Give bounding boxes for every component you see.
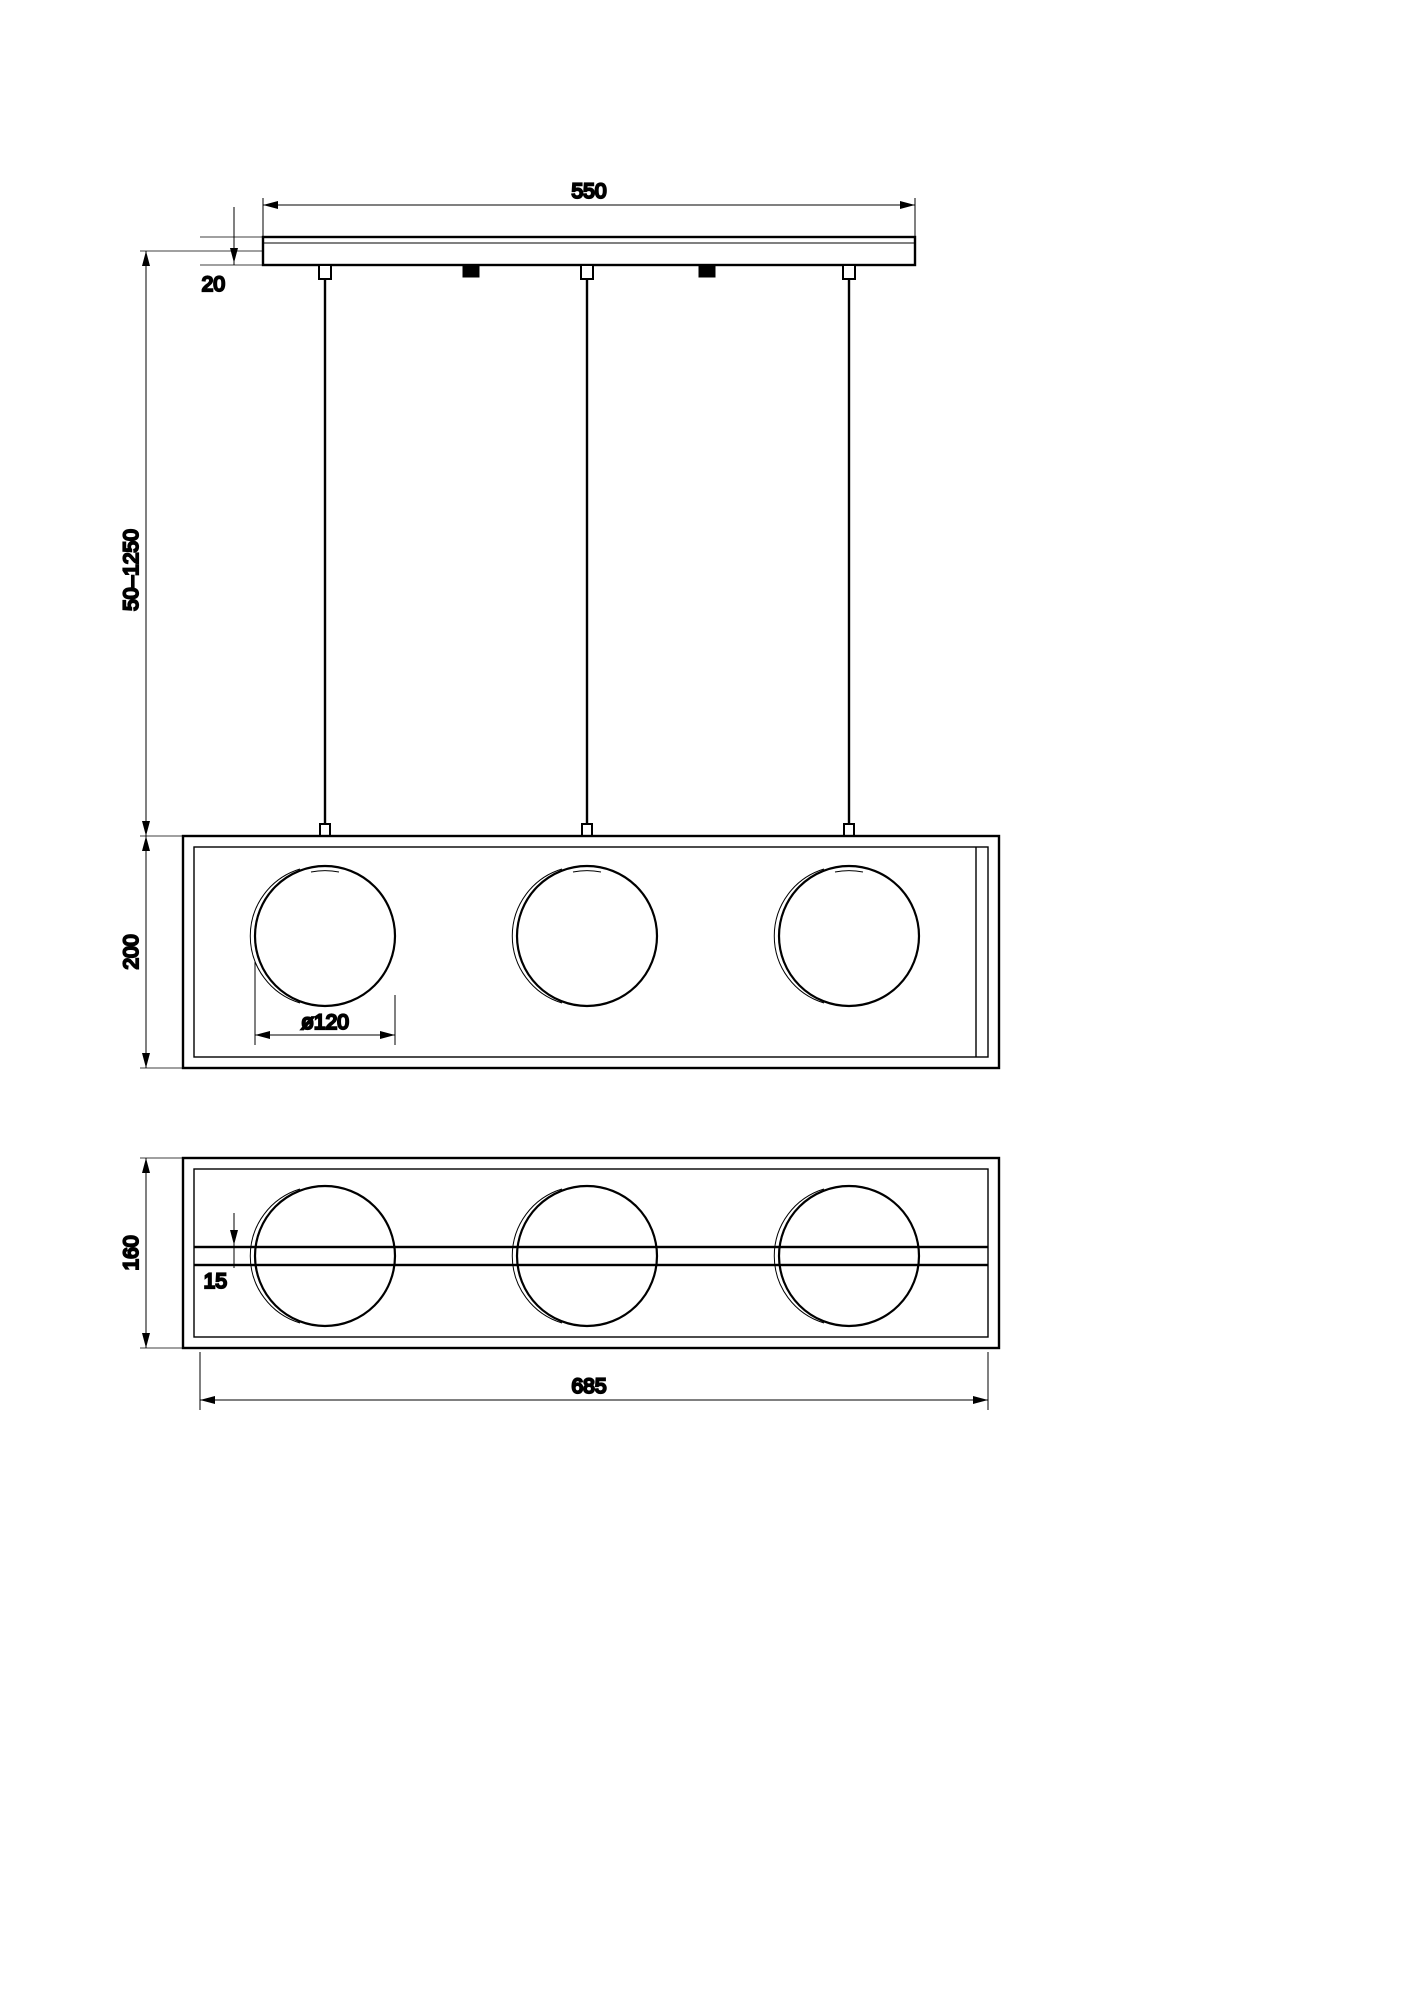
label-rail-offset: 15 <box>203 1270 227 1293</box>
globe-plan-right <box>774 1186 919 1326</box>
label-overall-length: 685 <box>571 1375 607 1398</box>
dimension-canopy-width <box>263 198 915 240</box>
suspension-cable-center <box>581 265 593 836</box>
label-canopy-thickness: 20 <box>201 273 225 296</box>
globe-front-left <box>250 866 395 1006</box>
canopy-plate <box>263 237 915 265</box>
dimension-canopy-thickness <box>200 207 262 265</box>
suspension-cable-right <box>843 265 855 836</box>
plan-center-rail <box>194 1247 988 1265</box>
label-frame-depth: 160 <box>120 1235 143 1271</box>
label-suspension-range: 50–1250 <box>120 529 143 611</box>
dimension-rail-offset <box>230 1213 238 1268</box>
label-canopy-width: 550 <box>571 180 607 203</box>
globe-plan-left <box>250 1186 395 1326</box>
label-globe-diameter: ø120 <box>301 1011 349 1034</box>
plan-center-rail-overlay <box>194 1247 988 1265</box>
globe-plan-center <box>512 1186 657 1326</box>
dimension-suspension-range <box>140 251 262 1068</box>
dimension-frame-depth <box>140 1158 182 1348</box>
label-frame-height: 200 <box>120 934 143 970</box>
globe-front-right <box>774 866 919 1006</box>
suspension-cable-left <box>319 265 331 836</box>
globe-front-center <box>512 866 657 1006</box>
dimension-frame-height <box>140 836 182 1068</box>
